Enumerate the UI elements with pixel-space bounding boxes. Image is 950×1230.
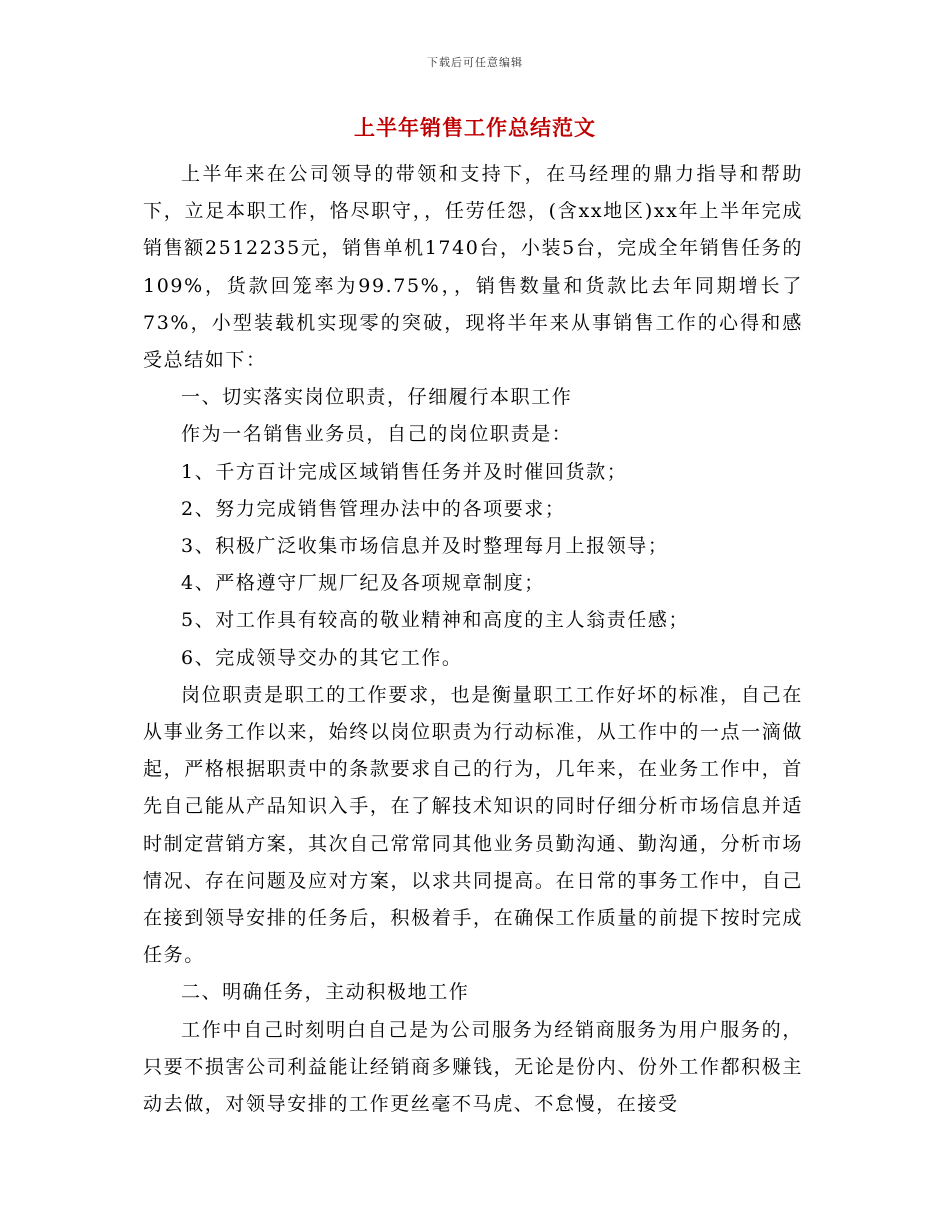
paragraph-duties-discussion: 岗位职责是职工的工作要求，也是衡量职工工作好坏的标准，自己在从事业务工作以来，始终以岗位职责为行动标准，从工作中的一点一滴做起，严格根据职责中的条款要求自己的行为，几年来，在业务工作中，首先自己能从产品知识入手，在了解技术知识的同时仔细分析市场信息并适时制定营销方案，其次自己常常同其他业务员勤沟通、勤沟通，分析市场情况、存在问题及应对方案，以求共同提高。在日常的事务工作中，自己在接到领导安排的任务后，积极着手，在确保工作质量的前提下按时完成任务。: [143, 683, 803, 967]
section-heading-2: 二、明确任务，主动积极地工作: [181, 981, 470, 1004]
list-item-duty-2: 2、努力完成销售管理办法中的各项要求；: [181, 497, 566, 520]
list-item-duty-4: 4、严格遵守厂规厂纪及各项规章制度；: [181, 572, 545, 595]
paragraph-intro: 上半年来在公司领导的带领和支持下，在马经理的鼎力指导和帮助下，立足本职工作，恪尽职守，，任劳任怨，(含xx地区)xx年上半年完成销售额2512235元，销售单机1740台，小装5台，完成全年销售任务的109%，货款回笼率为99.75%，，销售数量和货款比去年同期增长了73%，小型装载机实现零的突破，现将半年来从事销售工作的心得和感受总结如下：: [143, 163, 803, 372]
paragraph-service: 工作中自己时刻明白自己是为公司服务为经销商服务为用户服务的，只要不损害公司利益能让经销商多赚钱，无论是份内、份外工作都积极主动去做，对领导安排的工作更丝毫不马虎、不怠慢，在接受: [143, 1018, 803, 1116]
list-item-duty-3: 3、积极广泛收集市场信息并及时整理每月上报领导；: [181, 535, 669, 558]
list-item-duty-6: 6、完成领导交办的其它工作。: [181, 646, 463, 669]
section-heading-1: 一、切实落实岗位职责，仔细履行本职工作: [181, 386, 573, 409]
list-item-duty-5: 5、对工作具有较高的敬业精神和高度的主人翁责任感；: [181, 609, 690, 632]
paragraph-duties-intro: 作为一名销售业务员，自己的岗位职责是：: [181, 423, 573, 446]
list-item-duty-1: 1、千方百计完成区域销售任务并及时催回货款；: [181, 460, 628, 483]
document-body: [143, 156, 803, 1123]
document-title: 上半年销售工作总结范文: [354, 116, 596, 140]
header-note: 下载后可任意编辑: [427, 56, 523, 69]
